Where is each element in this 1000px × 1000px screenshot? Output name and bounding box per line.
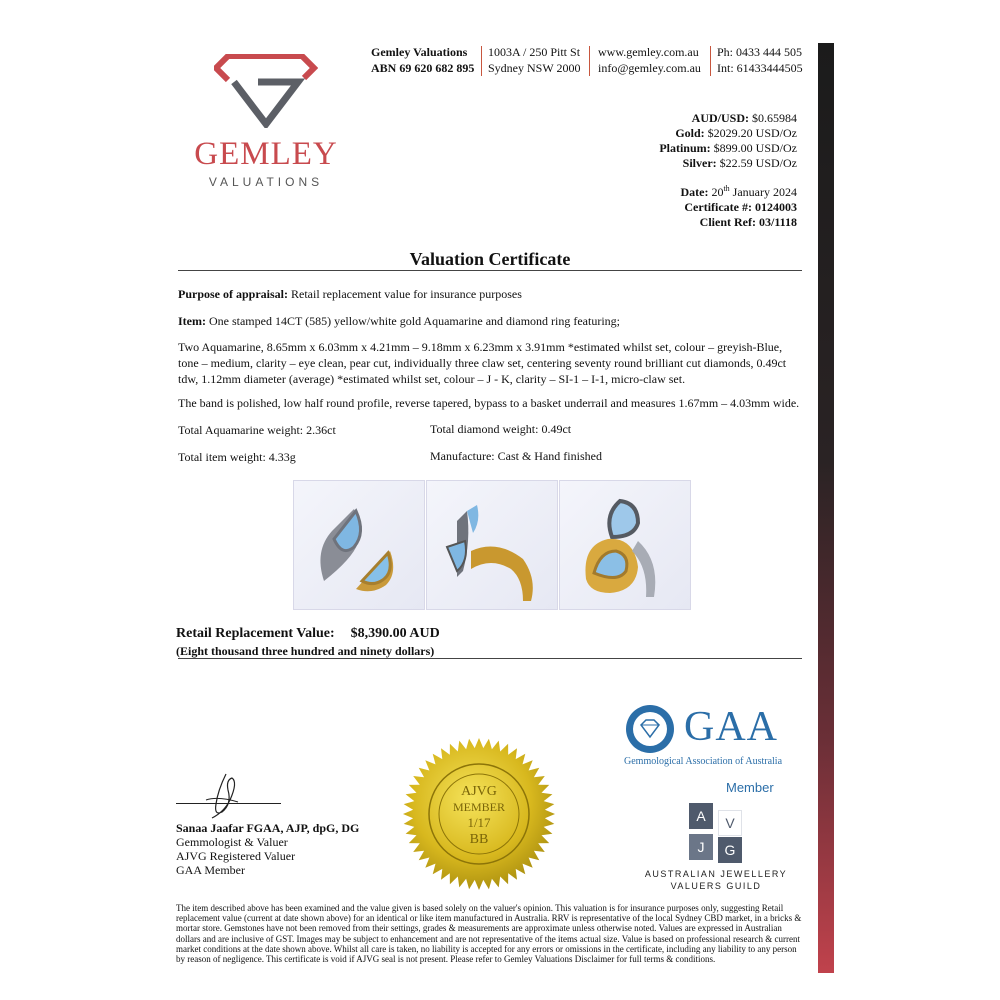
svg-text:MEMBER: MEMBER — [452, 800, 506, 814]
ajvg-name: AUSTRALIAN JEWELLERY VALUERS GUILD — [644, 869, 788, 891]
ring-photo-front — [293, 480, 425, 610]
intl-phone-number: Int: 61433444505 — [717, 61, 803, 75]
web-block — [598, 44, 701, 76]
phone-block — [717, 44, 803, 76]
certificate-number: Certificate #: 0124003 — [684, 200, 797, 214]
retail-value-words: (Eight thousand three hundred and ninety dollars) — [176, 644, 435, 658]
ring-photo-side — [426, 480, 558, 610]
edge-color-bar — [818, 43, 834, 973]
band-description: The band is polished, low half round profile, reverse tapered, bypass to a basket underrail and measures 1.67mm – 4.03mm wide. — [178, 396, 800, 410]
brand-subtitle: VALUATIONS — [208, 175, 324, 189]
rate-gold: Gold: $2029.20 USD/Oz — [675, 126, 797, 140]
metal-rates — [659, 111, 797, 171]
signer-block — [176, 821, 359, 877]
rate-aud-usd: AUD/USD: $0.65984 — [691, 111, 797, 125]
member-label: Member — [726, 780, 774, 795]
ajvg-letter: G — [718, 837, 742, 863]
item-weight: Total item weight: 4.33g — [178, 450, 296, 464]
signature-line — [176, 803, 281, 804]
website-link[interactable]: www.gemley.com.au — [598, 45, 699, 59]
signer-name: Sanaa Jaafar FGAA, AJP, dpG, DG — [176, 821, 360, 835]
company-name: Gemley Valuations — [371, 45, 468, 59]
ajvg-letter: J — [689, 834, 713, 860]
ajvg-letter: V — [718, 810, 742, 836]
purpose-line: Purpose of appraisal: Retail replacement value for insurance purposes — [178, 287, 522, 301]
client-reference: Client Ref: 03/1118 — [699, 215, 797, 229]
svg-text:BB: BB — [469, 832, 489, 847]
contact-divider — [589, 46, 590, 76]
ajvg-gold-seal-icon — [402, 737, 556, 891]
signer-role: AJVG Registered Valuer — [176, 849, 296, 863]
value-rule — [178, 658, 802, 659]
company-abn: ABN 69 620 682 895 — [371, 61, 475, 75]
signature-icon — [198, 770, 248, 820]
rate-silver: Silver: $22.59 USD/Oz — [682, 156, 797, 170]
item-line: Item: One stamped 14CT (585) yellow/white gold Aquamarine and diamond ring featuring; — [178, 314, 621, 328]
item-description: Two Aquamarine, 8.65mm x 6.03mm x 4.21mm – 9.18mm x 6.23mm x 3.91mm *estimated whilst set, colour – greyish-Blue, tone – medium, clarity – eye clean, pear cut, individually three claw set, centering seventy round brilliant cut diamonds, 0.49ct tdw, 1.12mm diameter (average) *estimated whilst set, colour – J - K, clarity – SI-1 – I-1, micro-claw set. — [178, 340, 787, 386]
company-block — [371, 44, 474, 76]
manufacture-method: Manufacture: Cast & Hand finished — [430, 449, 602, 463]
rate-platinum: Platinum: $899.00 USD/Oz — [659, 141, 797, 155]
gaa-full-name: Gemmological Association of Australia — [624, 756, 783, 767]
ring-photo-back — [559, 480, 691, 610]
retail-value: Retail Replacement Value: $8,390.00 AUD — [176, 626, 440, 641]
ajvg-logo — [689, 803, 745, 863]
signer-role: Gemmologist & Valuer — [176, 835, 288, 849]
brand-name: GEMLEY — [194, 136, 338, 172]
ajvg-letter: A — [689, 803, 713, 829]
signer-role: GAA Member — [176, 863, 245, 877]
document-title: Valuation Certificate — [409, 249, 571, 269]
address-line-1: 1003A / 250 Pitt St — [488, 45, 581, 59]
gaa-seal-icon — [624, 703, 676, 755]
contact-divider — [710, 46, 711, 76]
phone-number: Ph: 0433 444 505 — [717, 45, 803, 59]
certificate-meta — [680, 181, 797, 230]
svg-text:AJVG: AJVG — [461, 784, 497, 799]
certificate-date: Date: 20th January 2024 — [680, 184, 797, 199]
gaa-acronym: GAA — [684, 704, 778, 750]
retail-amount: $8,390.00 AUD — [350, 626, 440, 641]
address-line-2: Sydney NSW 2000 — [488, 61, 581, 75]
diamond-weight: Total diamond weight: 0.49ct — [430, 422, 572, 436]
svg-text:1/17: 1/17 — [467, 815, 491, 830]
contact-divider — [481, 46, 482, 76]
email-link[interactable]: info@gemley.com.au — [598, 61, 701, 75]
diamond-logo-icon — [214, 54, 318, 128]
title-rule — [178, 270, 802, 271]
address-block — [488, 44, 580, 76]
aquamarine-weight: Total Aquamarine weight: 2.36ct — [178, 423, 336, 437]
disclaimer-text: The item described above has been examined and the value given is based solely on the valuer's opinion. This valuation is for insurance purposes only, suggesting Retail replacement value (current at date shown above) for an identical or like item manufactured in Australia. RRV is representative of the local Sydney CBD market, in a bricks & mortar store. Gemstones have not been removed from their settings, grades & measurements are approximate unless otherwise noted. Values are expressed in Australian dollars and are inclusive of GST. Images may be subject to enhancement and are not representative of the items actual size. Value is based on professional research & current market conditions at the date shown above. Whilst all care is taken, no liability is accepted for any errors or omissions in the certificate, including any liability to any person by reason of negligence. This certificate is void if AJVG seal is not present. Please refer to Gemley Valuations Disclaimer for full terms & conditions. — [176, 903, 802, 965]
